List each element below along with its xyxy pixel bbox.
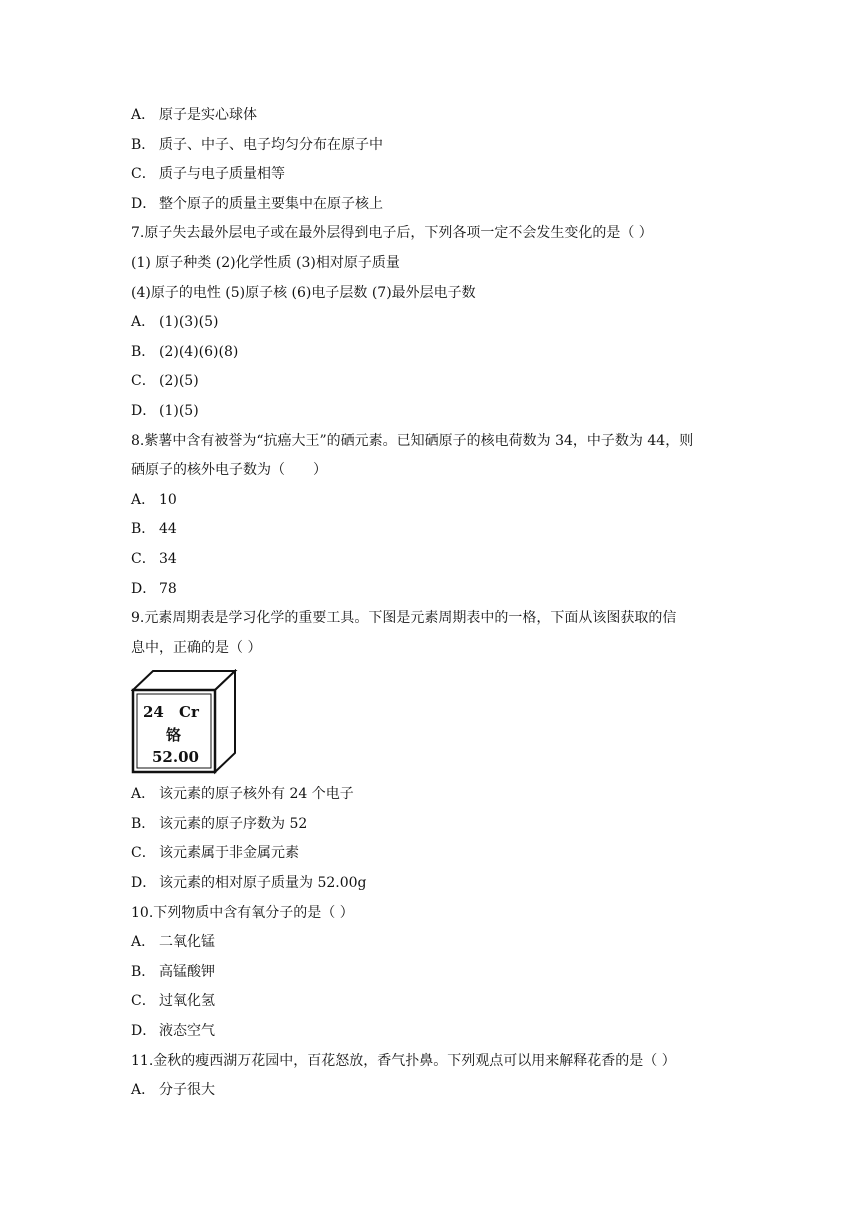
option-letter: C．	[131, 845, 156, 862]
answer-option	[131, 780, 741, 810]
question-line-text: 7.原子失去最外层电子或在最外层得到电子后，下列各项一定不会发生变化的是（ ）	[131, 225, 653, 242]
element-cell-figure	[131, 667, 741, 780]
question-text	[131, 279, 741, 309]
option-letter: B．	[131, 136, 156, 153]
option-letter: D．	[131, 195, 157, 212]
option-text: 原子是实心球体	[159, 107, 257, 123]
element-cell-cube	[131, 669, 241, 777]
answer-option	[131, 101, 741, 131]
question-text	[131, 634, 741, 664]
question-text	[131, 219, 741, 249]
option-text: 78	[159, 580, 177, 597]
answer-option	[131, 190, 741, 220]
answer-option	[131, 839, 741, 869]
option-letter: A．	[131, 491, 156, 508]
question-text	[131, 427, 741, 457]
answer-option	[131, 545, 741, 575]
option-text: 10	[159, 491, 177, 508]
element-name: 铬	[166, 726, 182, 745]
option-text: 整个原子的质量主要集中在原子核上	[159, 195, 383, 212]
option-text: (2)(5)	[159, 373, 199, 390]
answer-option	[131, 160, 741, 190]
question-line-text: 8.紫薯中含有被誉为“抗癌大王”的硒元素。已知硒原子的核电荷数为 34，中子数为 44，则	[131, 432, 694, 449]
question-text	[131, 899, 741, 929]
option-text: 高锰酸钾	[159, 963, 215, 980]
answer-option	[131, 958, 741, 988]
element-atomic-number: 24	[143, 703, 164, 722]
option-letter: A．	[131, 107, 156, 123]
answer-option	[131, 810, 741, 840]
option-letter: A．	[131, 314, 156, 331]
question-line-text: 9.元素周期表是学习化学的重要工具。下图是元素周期表中的一格，下面从该图获取的信	[131, 610, 677, 627]
question-lines-after-figure	[131, 780, 741, 1106]
answer-option	[131, 308, 741, 338]
option-letter: C．	[131, 993, 156, 1010]
question-line-text: 息中，正确的是（ ）	[131, 639, 262, 656]
question-text	[131, 456, 741, 486]
option-letter: D．	[131, 875, 157, 892]
option-text: 液态空气	[159, 1023, 215, 1040]
option-text: 过氧化氢	[159, 993, 215, 1010]
question-line-text: 10.下列物质中含有氧分子的是（ ）	[131, 904, 354, 921]
option-text: 质子与电子质量相等	[159, 166, 285, 183]
option-letter: A．	[131, 1082, 156, 1099]
answer-option	[131, 515, 741, 545]
option-text: (2)(4)(6)(8)	[159, 343, 239, 360]
question-line-text: 硒原子的核外电子数为（ ）	[131, 462, 327, 479]
option-letter: A．	[131, 786, 156, 803]
option-letter: C．	[131, 166, 156, 183]
option-letter: D．	[131, 402, 157, 419]
answer-option	[131, 928, 741, 958]
answer-option	[131, 397, 741, 427]
element-symbol: Cr	[179, 703, 199, 722]
question-text	[131, 604, 741, 634]
answer-option	[131, 486, 741, 516]
document-content	[131, 101, 741, 1106]
option-letter: C．	[131, 550, 156, 567]
option-text: 二氧化锰	[159, 934, 215, 951]
option-letter: A．	[131, 934, 156, 951]
question-text	[131, 1047, 741, 1077]
answer-option	[131, 575, 741, 605]
answer-option	[131, 987, 741, 1017]
option-text: (1)(5)	[159, 402, 199, 419]
question-lines-before-figure	[131, 101, 741, 663]
option-text: 34	[159, 550, 177, 567]
question-line-text: (1) 原子种类 (2)化学性质 (3)相对原子质量	[131, 254, 400, 271]
option-letter: D．	[131, 580, 157, 597]
option-text: 该元素的相对原子质量为 52.00g	[159, 875, 367, 892]
option-text: (1)(3)(5)	[159, 314, 219, 331]
option-text: 该元素属于非金属元素	[159, 845, 299, 862]
option-text: 44	[159, 521, 177, 538]
question-line-text: (4)原子的电性 (5)原子核 (6)电子层数 (7)最外层电子数	[131, 284, 476, 301]
option-letter: D．	[131, 1023, 157, 1040]
option-text: 该元素的原子序数为 52	[159, 815, 308, 832]
answer-option	[131, 1076, 741, 1106]
answer-option	[131, 338, 741, 368]
option-text: 该元素的原子核外有 24 个电子	[159, 786, 354, 803]
option-text: 质子、中子、电子均匀分布在原子中	[159, 136, 383, 153]
answer-option	[131, 1017, 741, 1047]
option-letter: B．	[131, 963, 156, 980]
question-text	[131, 249, 741, 279]
question-line-text: 11.金秋的瘦西湖万花园中，百花怒放，香气扑鼻。下列观点可以用来解释花香的是（ ）	[131, 1052, 676, 1069]
option-letter: B．	[131, 521, 156, 538]
answer-option	[131, 367, 741, 397]
option-text: 分子很大	[159, 1082, 215, 1099]
option-letter: B．	[131, 343, 156, 360]
answer-option	[131, 869, 741, 899]
option-letter: B．	[131, 815, 156, 832]
answer-option	[131, 131, 741, 161]
element-atomic-mass: 52.00	[152, 748, 199, 767]
option-letter: C．	[131, 373, 156, 390]
